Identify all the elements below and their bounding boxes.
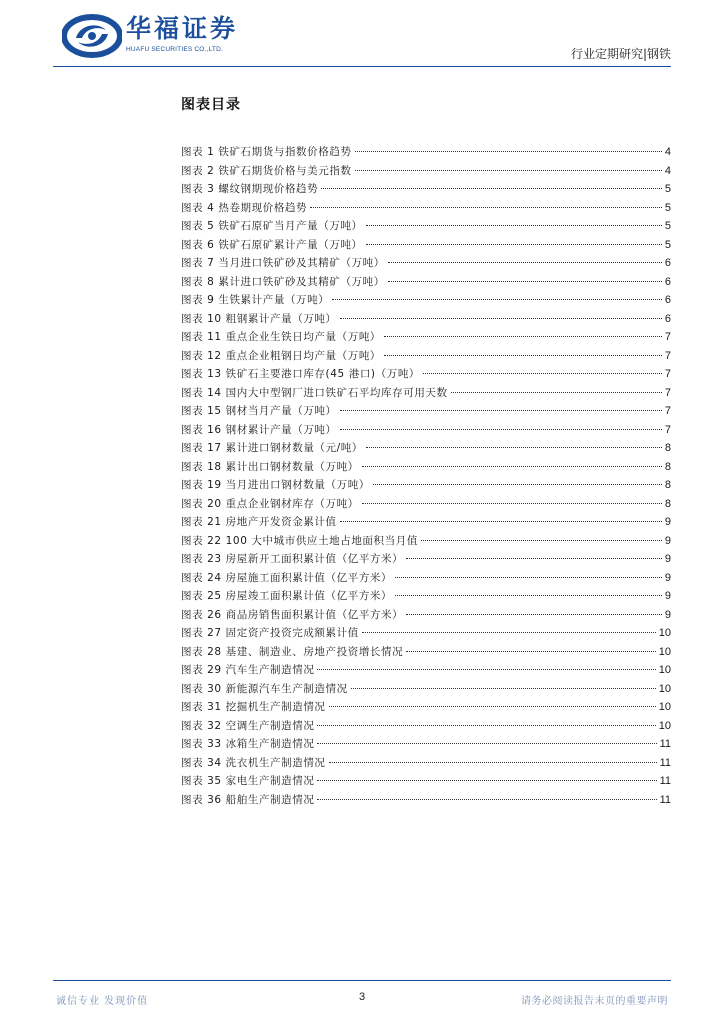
toc-entry-label: 图表 10 粗钢累计产量（万吨） — [181, 312, 337, 325]
toc-entry-label: 图表 12 重点企业粗钢日均产量（万吨） — [181, 349, 382, 362]
toc-entry[interactable] — [181, 143, 671, 162]
toc-dot-leader — [317, 799, 656, 800]
toc-entry-label: 图表 14 国内大中型钢厂进口铁矿石平均库存可用天数 — [181, 386, 448, 399]
toc-entry[interactable] — [181, 476, 671, 495]
toc-dot-leader — [340, 429, 662, 430]
toc-entry-page: 7 — [664, 405, 671, 417]
toc-entry-page: 8 — [664, 442, 671, 454]
toc-entry-label: 图表 29 汽车生产制造情况 — [181, 664, 315, 676]
toc-entry-page: 5 — [664, 183, 671, 195]
toc-dot-leader — [395, 577, 662, 578]
toc-entry[interactable] — [181, 273, 671, 292]
toc-entry-page: 11 — [659, 738, 671, 750]
toc-entry[interactable] — [181, 236, 671, 255]
toc-entry[interactable] — [181, 735, 671, 754]
toc-entry[interactable] — [181, 365, 671, 384]
toc-entry[interactable] — [181, 162, 671, 181]
toc-entry-label: 图表 33 冰箱生产制造情况 — [181, 738, 315, 750]
toc-entry[interactable] — [181, 661, 671, 680]
toc-entry-page: 6 — [664, 294, 671, 306]
toc-dot-leader — [329, 762, 657, 763]
toc-dot-leader — [329, 706, 656, 707]
toc-dot-leader — [362, 466, 662, 467]
toc-entry[interactable] — [181, 717, 671, 736]
toc-dot-leader — [395, 595, 662, 596]
toc-entry-page: 10 — [658, 701, 671, 713]
toc-entry-label: 图表 6 铁矿石原矿累计产量（万吨） — [181, 238, 363, 251]
toc-entry-page: 10 — [658, 645, 671, 658]
toc-entry[interactable] — [181, 495, 671, 514]
toc-entry-label: 图表 13 铁矿石主要港口库存(45 港口)（万吨） — [181, 368, 421, 380]
toc-dot-leader — [355, 151, 662, 152]
toc-entry-label: 图表 2 铁矿石期货价格与美元指数 — [181, 164, 352, 177]
toc-entry[interactable] — [181, 402, 671, 421]
toc-entry[interactable] — [181, 532, 671, 551]
toc-entry-page: 9 — [664, 516, 671, 528]
toc-dot-leader — [423, 373, 662, 374]
footer-divider — [53, 980, 671, 981]
toc-entry-label: 图表 15 钢材当月产量（万吨） — [181, 405, 337, 417]
toc-entry-label: 图表 22 100 大中城市供应土地占地面积当月值 — [181, 534, 418, 547]
toc-dot-leader — [351, 688, 656, 689]
toc-entry-page: 6 — [664, 312, 671, 325]
toc-entry-label: 图表 7 当月进口铁矿砂及其精矿（万吨） — [181, 257, 385, 269]
toc-dot-leader — [406, 614, 662, 615]
toc-entry-label: 图表 19 当月进出口钢材数量（万吨） — [181, 479, 370, 491]
toc-entry[interactable] — [181, 772, 671, 791]
toc-entry-page: 7 — [664, 368, 671, 380]
toc-dot-leader — [321, 188, 662, 189]
toc-dot-leader — [373, 484, 662, 485]
toc-dot-leader — [406, 558, 662, 559]
toc-entry-page: 4 — [664, 164, 671, 177]
toc-entry-label: 图表 24 房屋施工面积累计值（亿平方米） — [181, 571, 393, 584]
toc-entry[interactable] — [181, 587, 671, 606]
toc-entry-page: 9 — [664, 590, 671, 602]
brand-name-cn: 华福证券 — [126, 14, 239, 43]
toc-entry[interactable] — [181, 328, 671, 347]
toc-entry[interactable] — [181, 680, 671, 699]
toc-dot-leader — [388, 262, 662, 263]
toc-entry-page: 6 — [664, 257, 671, 269]
toc-entry[interactable] — [181, 439, 671, 458]
toc-entry-label: 图表 8 累计进口铁矿砂及其精矿（万吨） — [181, 275, 385, 288]
toc-entry[interactable] — [181, 217, 671, 236]
toc-entry-label: 图表 30 新能源汽车生产制造情况 — [181, 682, 348, 695]
toc-entry-label: 图表 9 生铁累计产量（万吨） — [181, 294, 330, 306]
footer-disclaimer: 请务必阅读报告末页的重要声明 — [521, 996, 668, 1007]
toc-dot-leader — [340, 521, 662, 522]
toc-entry-label: 图表 21 房地产开发资金累计值 — [181, 516, 337, 528]
toc-entry-page: 9 — [664, 608, 671, 621]
toc-dot-leader — [355, 170, 662, 171]
toc-entry[interactable] — [181, 384, 671, 403]
toc-entry-label: 图表 18 累计出口钢材数量（万吨） — [181, 460, 359, 473]
toc-entry-label: 图表 34 洗衣机生产制造情况 — [181, 756, 326, 769]
toc-entry-page: 7 — [664, 349, 671, 362]
toc-entry[interactable] — [181, 606, 671, 625]
toc-entry-page: 10 — [658, 719, 671, 732]
toc-entry-page: 11 — [659, 756, 671, 769]
toc-entry[interactable] — [181, 624, 671, 643]
toc-entry-label: 图表 27 固定资产投资完成额累计值 — [181, 627, 359, 639]
toc-entry[interactable] — [181, 254, 671, 273]
toc-entry-page: 9 — [664, 553, 671, 565]
toc-dot-leader — [317, 669, 655, 670]
toc-dot-leader — [340, 410, 662, 411]
toc-entry-label: 图表 17 累计进口钢材数量（元/吨） — [181, 442, 363, 454]
toc-entry-label: 图表 26 商品房销售面积累计值（亿平方米） — [181, 608, 404, 621]
toc-entry-page: 6 — [664, 275, 671, 288]
toc-entry-label: 图表 35 家电生产制造情况 — [181, 775, 315, 787]
page-header — [0, 0, 724, 68]
toc-entry-label: 图表 28 基建、制造业、房地产投资增长情况 — [181, 645, 404, 658]
toc-entry-page: 9 — [664, 534, 671, 547]
header-divider — [53, 66, 671, 67]
toc-title: 图表目录 — [181, 97, 241, 113]
toc-entry[interactable] — [181, 347, 671, 366]
toc-entry-page: 10 — [658, 627, 671, 639]
toc-entry[interactable] — [181, 791, 671, 810]
toc-entry[interactable] — [181, 550, 671, 569]
toc-entry[interactable] — [181, 698, 671, 717]
toc-dot-leader — [406, 651, 656, 652]
toc-dot-leader — [317, 780, 656, 781]
toc-entry[interactable] — [181, 310, 671, 329]
toc-entry-page: 11 — [659, 775, 671, 787]
toc-entry[interactable] — [181, 421, 671, 440]
toc-entry-label: 图表 5 铁矿石原矿当月产量（万吨） — [181, 220, 363, 232]
report-category: 行业定期研究|钢铁 — [570, 47, 671, 61]
toc-dot-leader — [340, 318, 662, 319]
toc-entry-label: 图表 4 热卷期现价格趋势 — [181, 201, 308, 214]
toc-entry-page: 7 — [664, 423, 671, 436]
toc-entry-label: 图表 1 铁矿石期货与指数价格趋势 — [181, 146, 352, 158]
toc-entry-label: 图表 31 挖掘机生产制造情况 — [181, 701, 326, 713]
toc-entry-label: 图表 11 重点企业生铁日均产量（万吨） — [181, 331, 382, 343]
toc-entry-label: 图表 32 空调生产制造情况 — [181, 719, 315, 732]
toc-entry-label: 图表 20 重点企业钢材库存（万吨） — [181, 497, 359, 510]
toc-dot-leader — [384, 355, 662, 356]
huafu-logo-icon — [62, 14, 122, 58]
toc-dot-leader — [388, 281, 662, 282]
toc-dot-leader — [317, 725, 655, 726]
toc-entry-page: 7 — [664, 331, 671, 343]
toc-entry-page: 8 — [664, 497, 671, 510]
toc-entry-label: 图表 23 房屋新开工面积累计值（亿平方米） — [181, 553, 404, 565]
page-number: 3 — [358, 991, 366, 1003]
toc-entry[interactable] — [181, 643, 671, 662]
toc-dot-leader — [366, 225, 662, 226]
toc-dot-leader — [366, 244, 662, 245]
toc-entry-label: 图表 3 螺纹钢期现价格趋势 — [181, 183, 319, 195]
toc-dot-leader — [421, 540, 662, 541]
brand-name-en: HUAFU SECURITIES CO.,LTD. — [126, 46, 223, 53]
toc-entry-label: 图表 36 船舶生产制造情况 — [181, 793, 315, 806]
toc-dot-leader — [332, 299, 662, 300]
toc-entry-page: 9 — [664, 571, 671, 584]
toc-dot-leader — [384, 336, 662, 337]
toc-dot-leader — [362, 632, 656, 633]
toc-dot-leader — [451, 392, 662, 393]
toc-entry-label: 图表 25 房屋竣工面积累计值（亿平方米） — [181, 590, 393, 602]
toc-dot-leader — [362, 503, 662, 504]
toc-entry[interactable] — [181, 458, 671, 477]
toc-entry[interactable] — [181, 569, 671, 588]
toc-entry[interactable] — [181, 513, 671, 532]
toc-entry-page: 5 — [664, 220, 671, 232]
toc-dot-leader — [366, 447, 662, 448]
toc-entry-page: 5 — [664, 201, 671, 214]
toc-dot-leader — [310, 207, 662, 208]
toc-entry-page: 11 — [659, 793, 671, 806]
toc-list — [181, 143, 671, 809]
toc-entry-page: 8 — [664, 460, 671, 473]
toc-entry-label: 图表 16 钢材累计产量（万吨） — [181, 423, 337, 436]
toc-entry[interactable] — [181, 291, 671, 310]
toc-dot-leader — [317, 743, 656, 744]
toc-entry-page: 7 — [664, 386, 671, 399]
toc-entry[interactable] — [181, 754, 671, 773]
toc-entry[interactable] — [181, 180, 671, 199]
toc-entry-page: 10 — [658, 682, 671, 695]
toc-entry-page: 5 — [664, 238, 671, 251]
toc-entry-page: 10 — [658, 664, 671, 676]
footer-slogan: 诚信专业 发现价值 — [56, 996, 149, 1007]
toc-entry-page: 4 — [664, 146, 671, 158]
toc-entry-page: 8 — [664, 479, 671, 491]
toc-entry[interactable] — [181, 199, 671, 218]
